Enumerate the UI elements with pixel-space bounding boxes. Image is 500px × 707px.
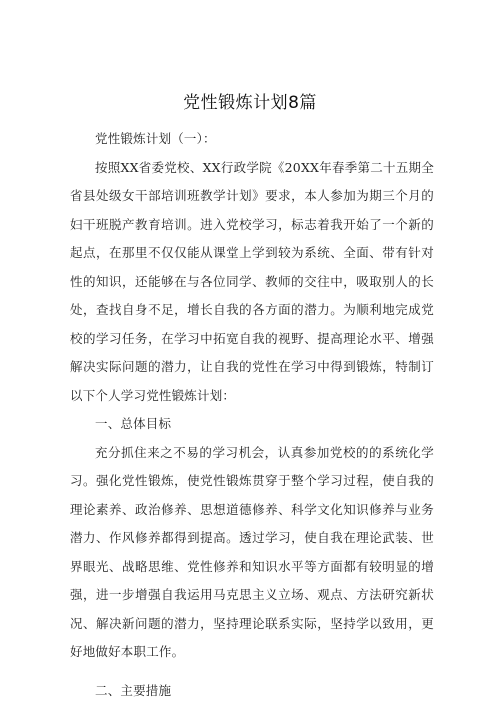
paragraph-overall-goal: 充分抓住来之不易的学习机会，认真参加党校的的系统化学习。强化党性锻炼，使党性锻炼贯穿于整个学习过程，使自我的理论素养、政治修养、思想道德修养、科学文化知识修养与业务潜力、作风修养都得到提高。透过学习，使自我在理论武装、世界眼光、战略思维、党性修养和知识水平等方面都有较明显的增强，进一步增强自我运用马克思主义立场、观点、方法研究新状况、解决新问题的潜力，坚持理论联系实际，坚持学以致用，更好地做好本职工作。 bbox=[70, 444, 434, 659]
document-title: 党性锻炼计划8篇 bbox=[183, 93, 317, 113]
heading-overall-goal: 一、总体目标 bbox=[95, 416, 172, 431]
section-heading: 党性锻炼计划（一）： bbox=[95, 131, 216, 146]
document-body bbox=[70, 125, 434, 705]
paragraph-intro: 按照XX省委党校、XX行政学院《20XX年春季第二十五期全省县处级女干部培训班教学计划》要求，本人参加为期三个月的妇干班脱产教育培训。进入党校学习，标志着我开始了一个新的起点，在那里不仅仅能从课堂上学到较为系统、全面、带有针对性的知识，还能够在与各位同学、教师的交往中，吸取别人的长处，查找自身不足，增长自我的各方面的潜力。为顺利地完成党校的学习任务，在学习中拓宽自我的视野、提高理论水平、增强解决实际问题的潜力，让自我的党性在学习中得到锻炼，特制订以下个人学习党性锻炼计划： bbox=[70, 159, 434, 403]
heading-main-measures: 二、主要措施 bbox=[95, 682, 172, 698]
